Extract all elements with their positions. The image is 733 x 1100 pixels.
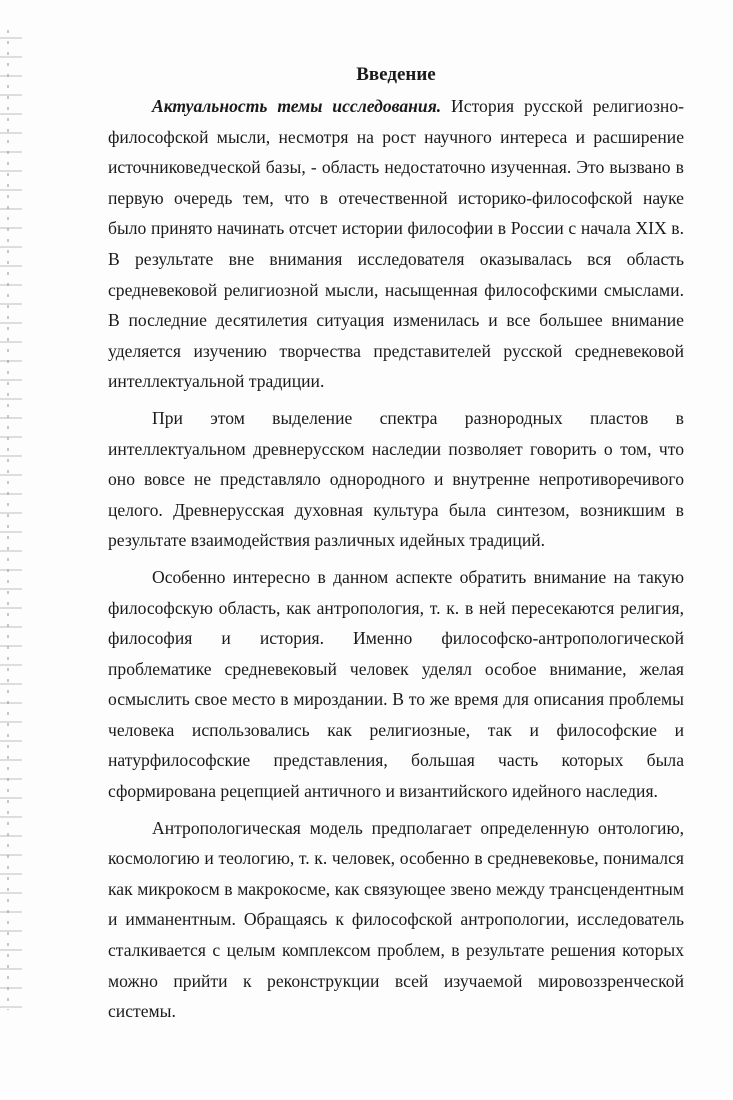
document-body — [108, 60, 684, 1033]
paragraph-anthropology: Особенно интересно в данном аспекте обратить внимание на такую философскую область, как антропология, т. к. в ней пересекаются религия, философия и история. Именно философско-антропологической проблематике средневековый человек уделял особое внимание, желая осмыслить свое место в мироздании. В то же время для описания проблемы человека использовались как религиозные, так и философские и натурфилософские представления, большая часть которых была сформирована рецепцией античного и византийского идейного наследия. — [108, 566, 684, 802]
paragraph-relevance — [108, 91, 684, 397]
scan-binding-edge — [0, 30, 22, 1010]
page-heading: Введение — [356, 64, 436, 85]
paragraph-text: История русской религиозно-философской мысли, несмотря на рост научного интереса и расширение источниковедческой базы, - область недостаточно изученная. Это вызвано в первую очередь тем, что в отечественной историко-философской науке было принято начинать отсчет истории философии в России с начала XIX в. В результате вне внимания исследователя оказывалась вся область средневековой религиозной мысли, насыщенная философскими смыслами. В последние десятилетия ситуация изменилась и все большее внимание уделяется изучению творчества представителей русской средневековой интеллектуальной традиции. — [108, 96, 684, 392]
paragraph-model: Антропологическая модель предполагает определенную онтологию, космологию и теологию, т. к. человек, особенно в средневековье, понимался как микрокосм в макрокосме, как связующее звено между трансцендентным и имманентным. Обращаясь к философской антропологии, исследователь сталкивается с целым комплексом проблем, в результате решения которых можно прийти к реконструкции всей изучаемой мировоззренческой системы. — [108, 817, 684, 1022]
paragraph-heritage: При этом выделение спектра разнородных пластов в интеллектуальном древнерусском наследии позволяет говорить о том, что оно вовсе не представляло однородного и внутренне непротиворечивого целого. Древнерусская духовная культура была синтезом, возникшим в результате взаимодействия различных идейных традиций. — [108, 407, 684, 551]
paragraph-lead: Актуальность темы исследования. — [152, 96, 442, 116]
